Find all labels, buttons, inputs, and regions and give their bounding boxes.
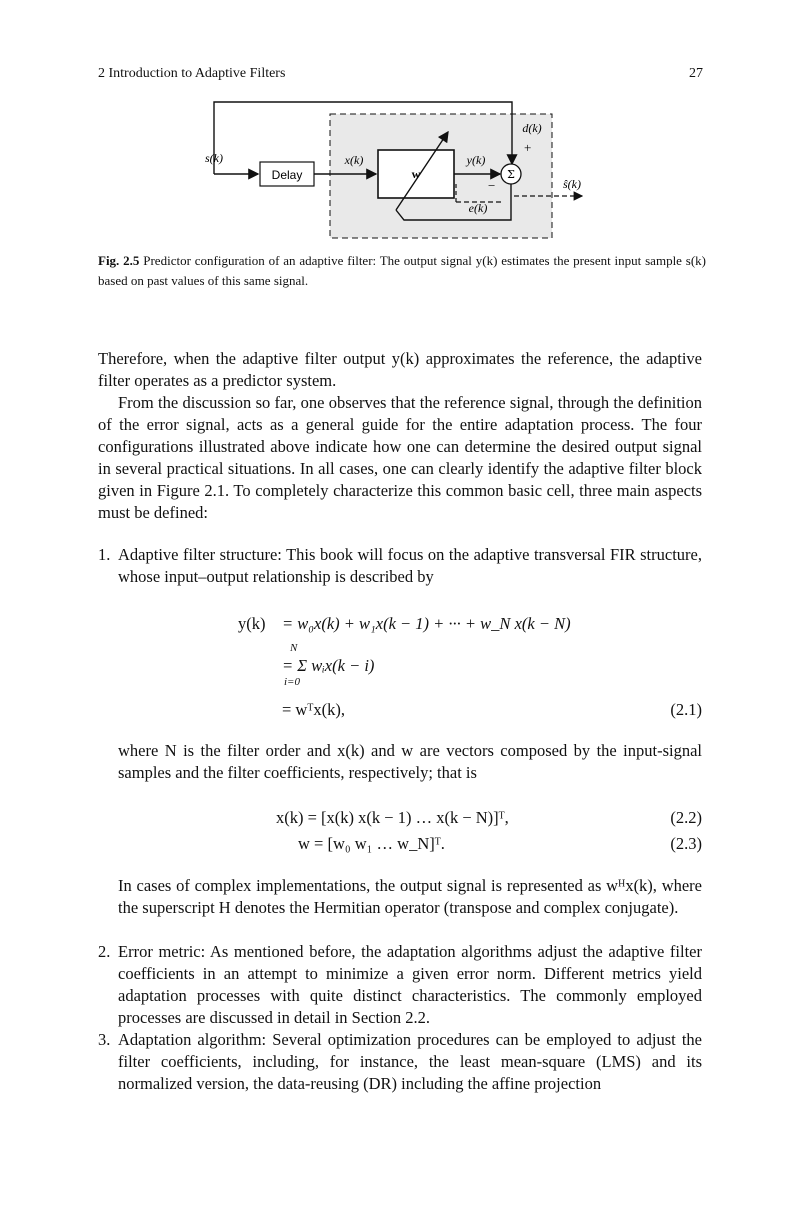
page-number: 27	[689, 66, 703, 81]
list-item-1	[98, 544, 702, 588]
label-y-k: y(k)	[466, 153, 486, 167]
label-delay: Delay	[271, 168, 303, 182]
label-e-k: e(k)	[468, 201, 488, 215]
equation-2-1-lhs: y(k)	[238, 614, 266, 633]
label-w: w	[411, 167, 421, 181]
equation-2-1-sum-upper: N	[290, 642, 298, 654]
paragraph-1: Therefore, when the adaptive filter output y(k) approximates the reference, the adaptive filter operates as a predictor system.	[98, 349, 702, 390]
equation-number-2-1: (2.1)	[670, 700, 702, 719]
label-d-k: d(k)	[522, 121, 542, 135]
label-x-k: x(k)	[344, 153, 364, 167]
list-number: 2.	[98, 942, 111, 961]
predictor-block-diagram	[190, 98, 610, 248]
equation-2-1-line1: = w₀x(k) + w₁x(k − 1) + ··· + w_N x(k − N)	[282, 614, 571, 633]
after-equation-text: where N is the filter order and x(k) and w are vectors composed by the input-signal samples and the filter coefficients, respectively; that is	[118, 741, 702, 782]
equation-2-1-line3: = wᵀx(k),	[282, 700, 345, 719]
list-item-2	[98, 941, 702, 1029]
label-s-hat: ŝ(k)	[563, 177, 581, 191]
equation-number-2-2: (2.2)	[670, 808, 702, 827]
list-number: 3.	[98, 1030, 111, 1049]
label-sigma: Σ	[507, 168, 515, 181]
running-header: 2 Introduction to Adaptive Filters	[98, 66, 286, 81]
label-s-k: s(k)	[205, 151, 223, 165]
equation-number-2-3: (2.3)	[670, 834, 702, 853]
equation-2-3: w = [w₀ w₁ … w_N]ᵀ.	[298, 834, 445, 853]
list-number: 1.	[98, 545, 111, 564]
list-item-3	[98, 1029, 702, 1095]
list-item-text: Error metric: As mentioned before, the adaptation algorithms adjust the adaptive filter coefficients in an attempt to minimize a given error norm. Different metrics yield adaptation processes with quite distinct characteristics. The commonly employed processes are discussed in detail in Section 2.2.	[118, 942, 702, 1027]
label-minus: −	[488, 178, 496, 193]
equation-2-1-sum-lower: i=0	[284, 676, 300, 688]
paragraph-2: From the discussion so far, one observes that the reference signal, through the definition of the error signal, acts as a general guide for the entire adaptation process. The four configurations illustrated above indicate how one can determine the desired output signal in several practical situations. In all cases, one can clearly identify the adaptive filter block given in Figure 2.1. To completely characterize this common basic cell, three main aspects must be defined:	[98, 393, 702, 522]
list-item-text: Adaptation algorithm: Several optimization procedures can be employed to adjust the filter coefficients, including, for instance, the least mean-square (LMS) and its normalized version, the data-reusing (DR) including the affine projection	[118, 1030, 702, 1093]
figure-caption	[98, 251, 706, 291]
equation-2-1-line2: = Σ wᵢx(k − i)	[282, 656, 375, 675]
label-plus: +	[524, 140, 532, 155]
complex-implementation-text: In cases of complex implementations, the output signal is represented as wᴴx(k), where the superscript H denotes the Hermitian operator (transpose and complex conjugate).	[118, 876, 702, 917]
list-item-text: Adaptive filter structure: This book will focus on the adaptive transversal FIR structure, whose input–output relationship is described by	[118, 545, 702, 586]
caption-text: Predictor configuration of an adaptive filter: The output signal y(k) estimates the present input sample s(k) based on past values of this same signal.	[98, 253, 707, 288]
caption-label: Fig. 2.5	[98, 253, 140, 268]
equation-2-2: x(k) = [x(k) x(k − 1) … x(k − N)]ᵀ,	[276, 808, 509, 827]
